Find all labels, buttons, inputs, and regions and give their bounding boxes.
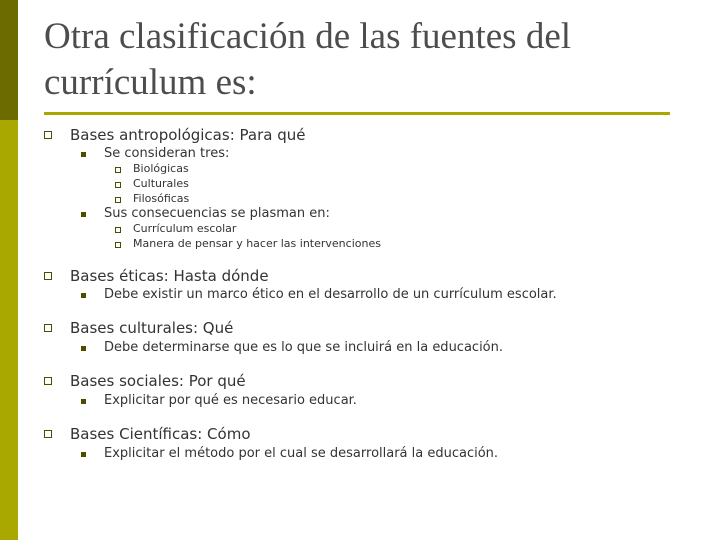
sub-sub-item-culturales: Culturales (133, 177, 189, 190)
list-item-sociales: Bases sociales: Por qué (70, 372, 246, 390)
bullet-solid-icon (81, 212, 86, 217)
list-item-eticas: Bases éticas: Hasta dónde (70, 267, 269, 285)
bullet-square-icon (44, 131, 52, 139)
bullet-solid-icon (81, 152, 86, 157)
bullet-square-icon (115, 227, 121, 233)
slide-title: Otra clasificación de las fuentes del currículum es: (44, 16, 572, 103)
sub-item-consecuencias: Sus consecuencias se plasman en: (104, 206, 330, 221)
bullet-solid-icon (81, 346, 86, 351)
sub-item-explicitar-metodo: Explicitar el método por el cual se desarrollará la educación. (104, 446, 499, 461)
sub-sub-item-filosoficas: Filosóficas (133, 192, 190, 205)
sub-item-determinarse: Debe determinarse que es lo que se incluirá en la educación. (104, 340, 504, 355)
bullet-square-icon (115, 182, 121, 188)
left-band-dark (0, 0, 18, 120)
bullet-square-icon (44, 377, 52, 385)
sub-item-se-consideran: Se consideran tres: (104, 146, 230, 161)
sub-item-marco-etico: Debe existir un marco ético en el desarrollo de un currículum escolar. (104, 287, 557, 302)
bullet-square-icon (115, 242, 121, 248)
bullet-solid-icon (81, 452, 86, 457)
bullet-solid-icon (81, 293, 86, 298)
sub-sub-item-manera-de-pensar: Manera de pensar y hacer las intervenciones (133, 237, 381, 250)
sub-sub-item-curriculum-escolar: Currículum escolar (133, 222, 237, 235)
title-underline (44, 112, 670, 115)
bullet-square-icon (115, 197, 121, 203)
list-item-antropologicas: Bases antropológicas: Para qué (70, 126, 306, 144)
bullet-square-icon (44, 430, 52, 438)
left-band-light (0, 120, 18, 540)
sub-sub-item-biologicas: Biológicas (133, 162, 189, 175)
list-item-cientificas: Bases Científicas: Cómo (70, 425, 251, 443)
bullet-square-icon (44, 324, 52, 332)
list-item-culturales: Bases culturales: Qué (70, 319, 234, 337)
sub-item-explicitar-por-que: Explicitar por qué es necesario educar. (104, 393, 357, 408)
bullet-square-icon (44, 272, 52, 280)
bullet-square-icon (115, 167, 121, 173)
bullet-solid-icon (81, 399, 86, 404)
